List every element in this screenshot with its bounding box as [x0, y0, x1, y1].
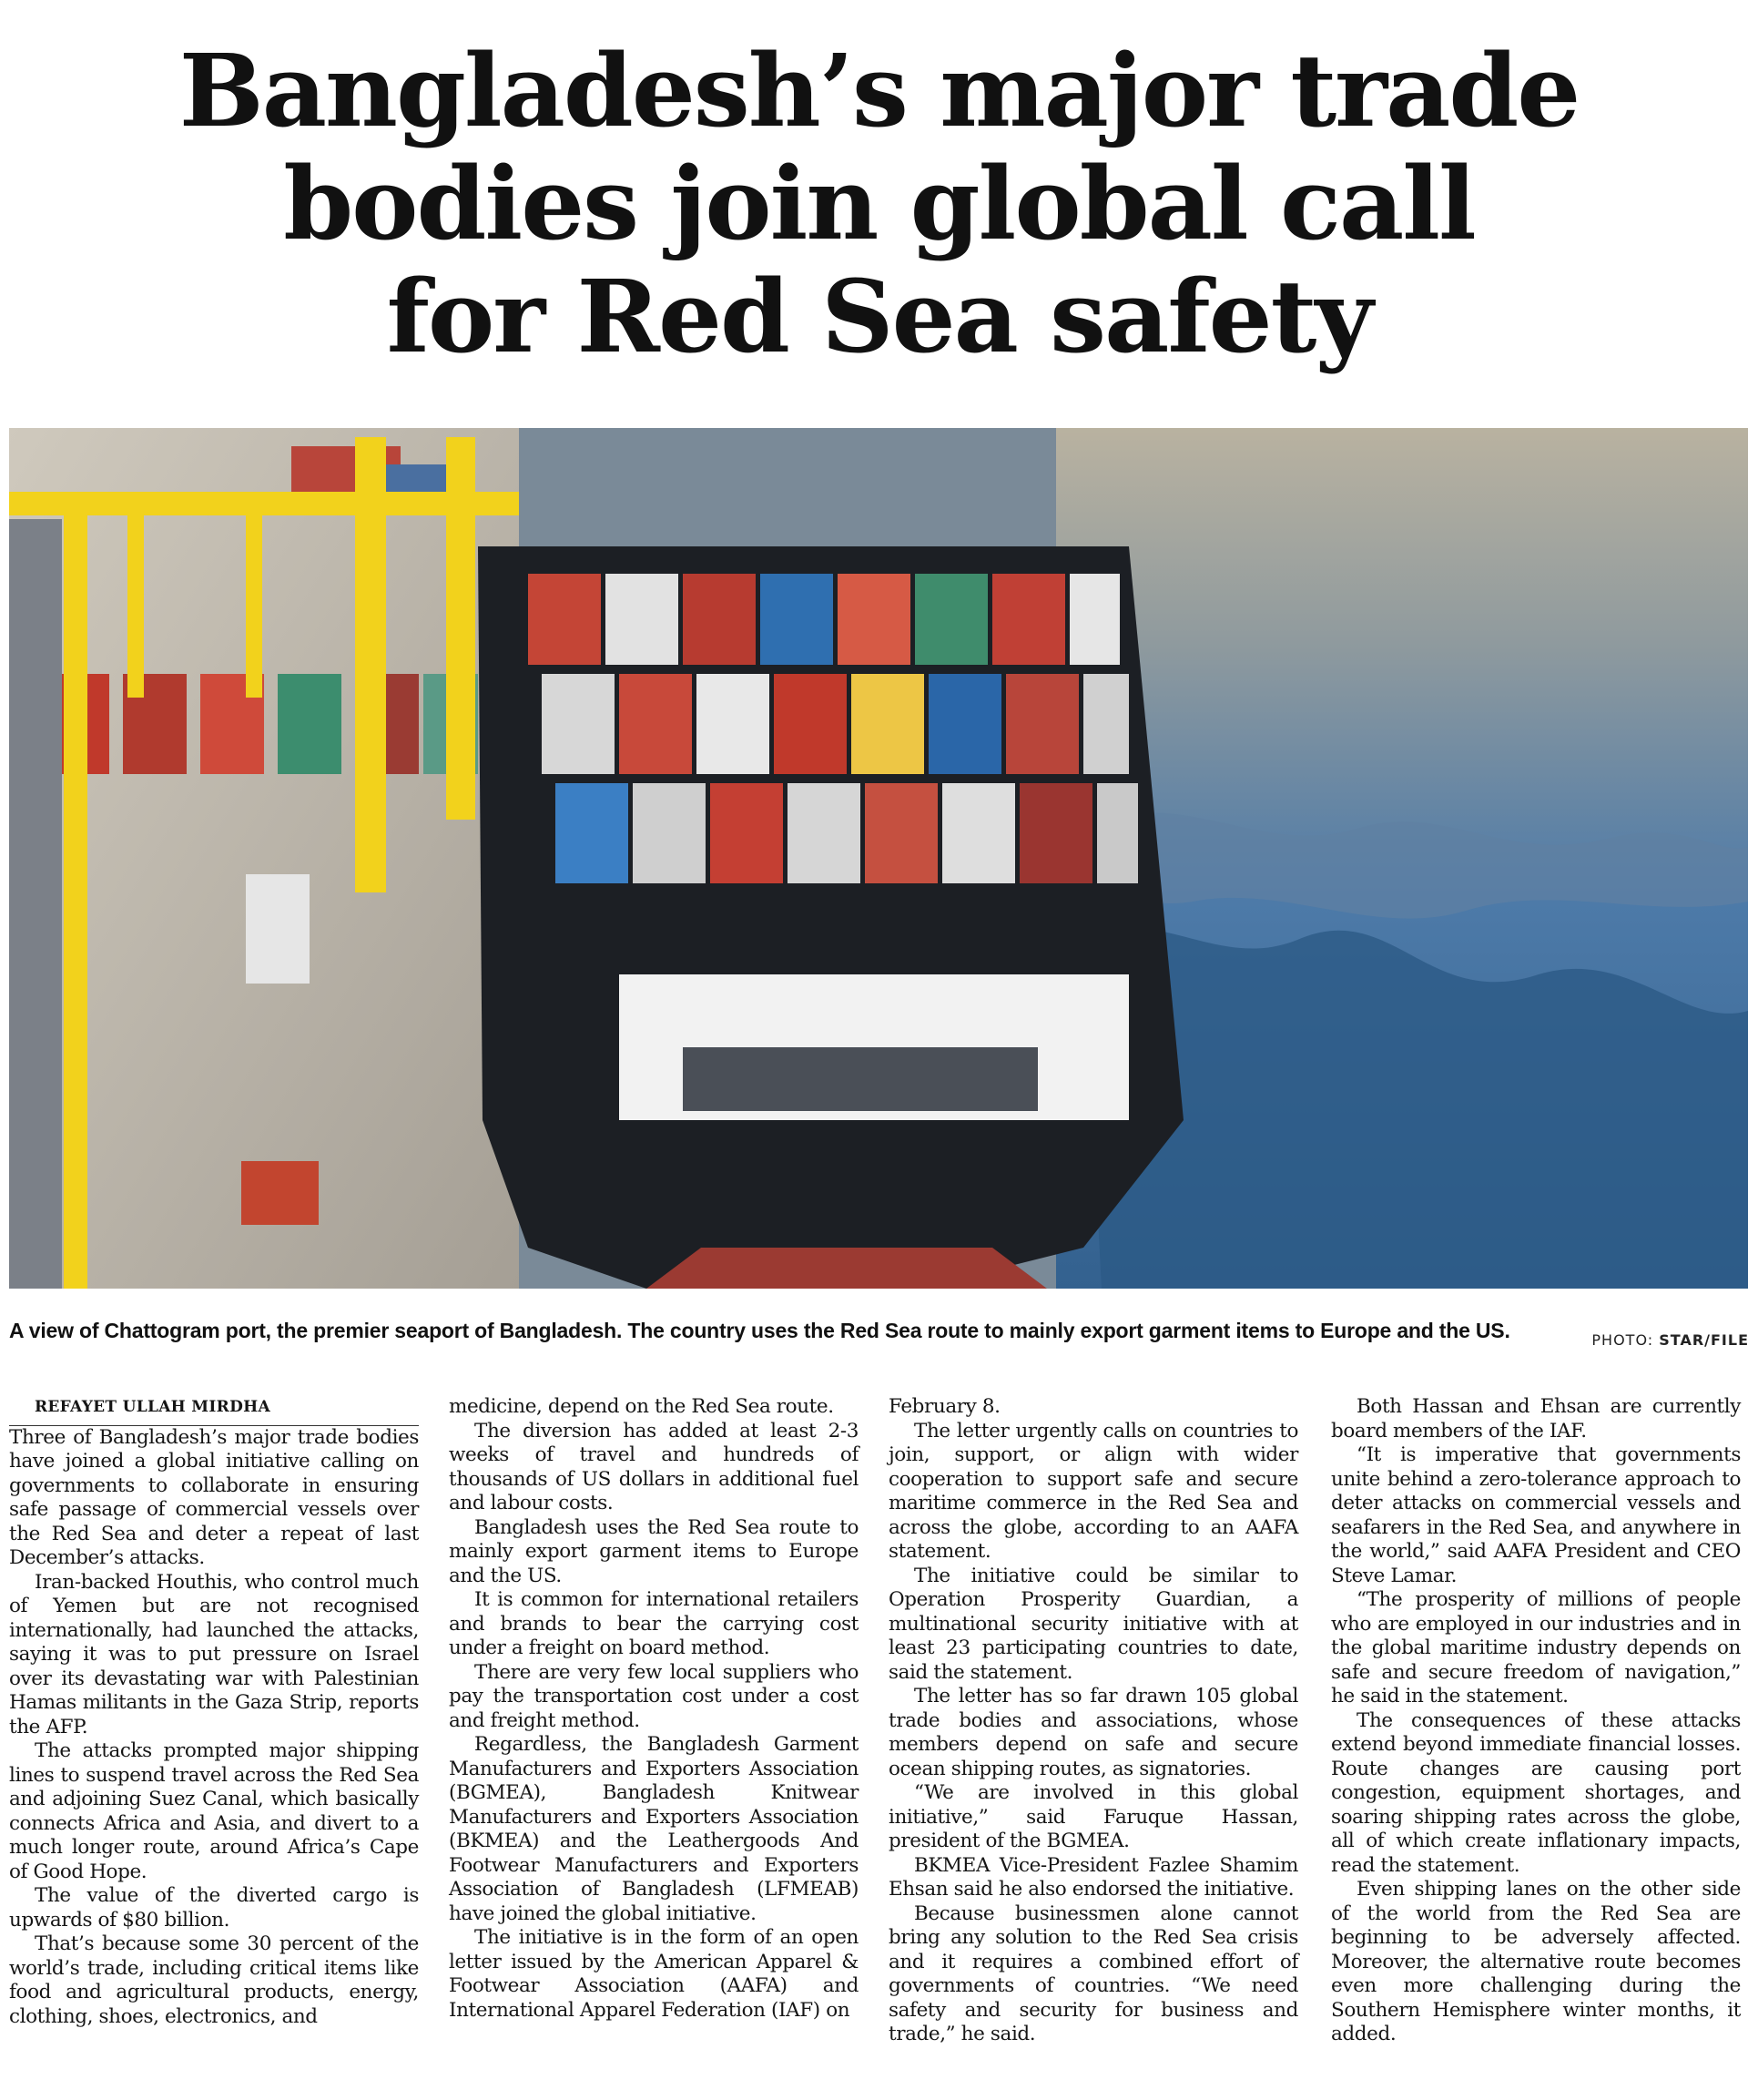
paragraph: There are very few local suppliers who pay the transportation cost under a cost and freight method.: [449, 1660, 859, 1732]
headline-line-1: Bangladesh’s major trade: [178, 32, 1580, 149]
paragraph: The diversion has added at least 2-3 weeks of travel and hundreds of thousands of US dollars in additional fuel and labour costs.: [449, 1419, 859, 1514]
article-column-3: [889, 1395, 1298, 2047]
paragraph: The initiative could be similar to Operation Prosperity Guardian, a multinational security initiative with at least 23 participating countries to date, said the statement.: [889, 1564, 1298, 1684]
paragraph: “It is imperative that governments unite behind a zero-tolerance approach to deter attacks on commercial vessels and seafarers in the Red Sea, and anywhere in the world,” said AAFA President and CEO Steve Lamar.: [1331, 1443, 1741, 1587]
port-photo: [9, 428, 1748, 1289]
paragraph: “The prosperity of millions of people who are employed in our industries and in the global maritime industry depends on safe and secure freedom of navigation,” he said in the statement.: [1331, 1588, 1741, 1708]
paragraph: That’s because some 30 percent of the world’s trade, including critical items like food and agricultural products, energy, clothing, shoes, electronics, and: [9, 1932, 419, 2028]
paragraph: Because businessmen alone cannot bring any solution to the Red Sea crisis and it requires a combined effort of governments of countries. “We need safety and security for business and trade,” he said.: [889, 1901, 1298, 2045]
photo-credit-label: PHOTO:: [1591, 1331, 1654, 1349]
headline: [0, 32, 1758, 375]
paragraph: Regardless, the Bangladesh Garment Manufacturers and Exporters Association (BGMEA), Bangladesh Knitwear Manufacturers and Exporters Association (BKMEA) and the Leathergoods And Footwear Manufacturers and Exporters Association of Bangladesh (LFMEAB) have joined the global initiative.: [449, 1733, 859, 1925]
paragraph: Even shipping lanes on the other side of the world from the Red Sea are beginning to be adversely affected. Moreover, the alternative route becomes even more challenging during the Southern Hemisphere winter months, it added.: [1331, 1878, 1741, 2045]
photo-credit: [1591, 1331, 1749, 1349]
paragraph: The initiative is in the form of an open letter issued by the American Apparel & Footwear Association (AAFA) and International Apparel Federation (IAF) on: [449, 1926, 859, 2022]
paragraph: BKMEA Vice-President Fazlee Shamim Ehsan said he also endorsed the initiative.: [889, 1853, 1298, 1901]
article-column-1: [9, 1395, 419, 2029]
paragraph: “We are involved in this global initiative,” said Faruque Hassan, president of the BGMEA.: [889, 1781, 1298, 1852]
paragraph: It is common for international retailers and brands to bear the carrying cost under a freight on board method.: [449, 1588, 859, 1659]
article-column-4: [1331, 1395, 1741, 2047]
paragraph: medicine, depend on the Red Sea route.: [449, 1395, 834, 1418]
paragraph: The letter has so far drawn 105 global trade bodies and associations, whose members depend on safe and secure ocean shipping routes, as signatories.: [889, 1685, 1298, 1780]
crane-tower: [9, 519, 62, 1289]
paragraph: February 8.: [889, 1395, 1001, 1418]
paragraph: Bangladesh uses the Red Sea route to mainly export garment items to Europe and the US.: [449, 1515, 859, 1587]
paragraph: The value of the diverted cargo is upwards of $80 billion.: [9, 1884, 419, 1932]
paragraph: The consequences of these attacks extend beyond immediate financial losses. Route changes are causing port congestion, equipment shortages, and soaring shipping rates across the globe, all of which create inflationary impacts, read the statement.: [1331, 1708, 1741, 1877]
byline: REFAYET ULLAH MIRDHA: [9, 1395, 419, 1426]
paragraph: Iran-backed Houthis, who control much of Yemen but are not recognised internationally, had launched the attacks, saying it was to put pressure on Israel over its devastating war with Palestinian Hamas militants in the Gaza Strip, reports the AFP.: [9, 1570, 419, 1738]
paragraph: The letter urgently calls on countries to join, support, or align with wider cooperation to support safe and secure maritime commerce in the Red Sea and across the globe, according to an AAFA statement.: [889, 1419, 1298, 1563]
photo-credit-source: STAR/FILE: [1659, 1331, 1749, 1349]
paragraph: Both Hassan and Ehsan are currently board members of the IAF.: [1331, 1395, 1741, 1442]
ship-containers: [528, 574, 1138, 883]
photo-caption: A view of Chattogram port, the premier seaport of Bangladesh. The country uses the Red Sea route to mainly export garment items to Europe and the US.: [9, 1319, 1510, 1342]
paragraph: Three of Bangladesh’s major trade bodies have joined a global initiative calling on governments to collaborate in ensuring safe passage of commercial vessels over the Red Sea and deter a repeat of last December’s attacks.: [9, 1425, 419, 1569]
headline-line-2: bodies join global call: [283, 145, 1475, 262]
article-column-2: [449, 1395, 859, 2023]
paragraph: The attacks prompted major shipping lines to suspend travel across the Red Sea and adjoining Suez Canal, which basically connects Africa and Asia, and divert to a much longer route, around Africa’s Cape of Good Hope.: [9, 1739, 419, 1883]
article-body: [9, 1395, 1748, 2096]
headline-line-3: for Red Sea safety: [386, 258, 1372, 375]
